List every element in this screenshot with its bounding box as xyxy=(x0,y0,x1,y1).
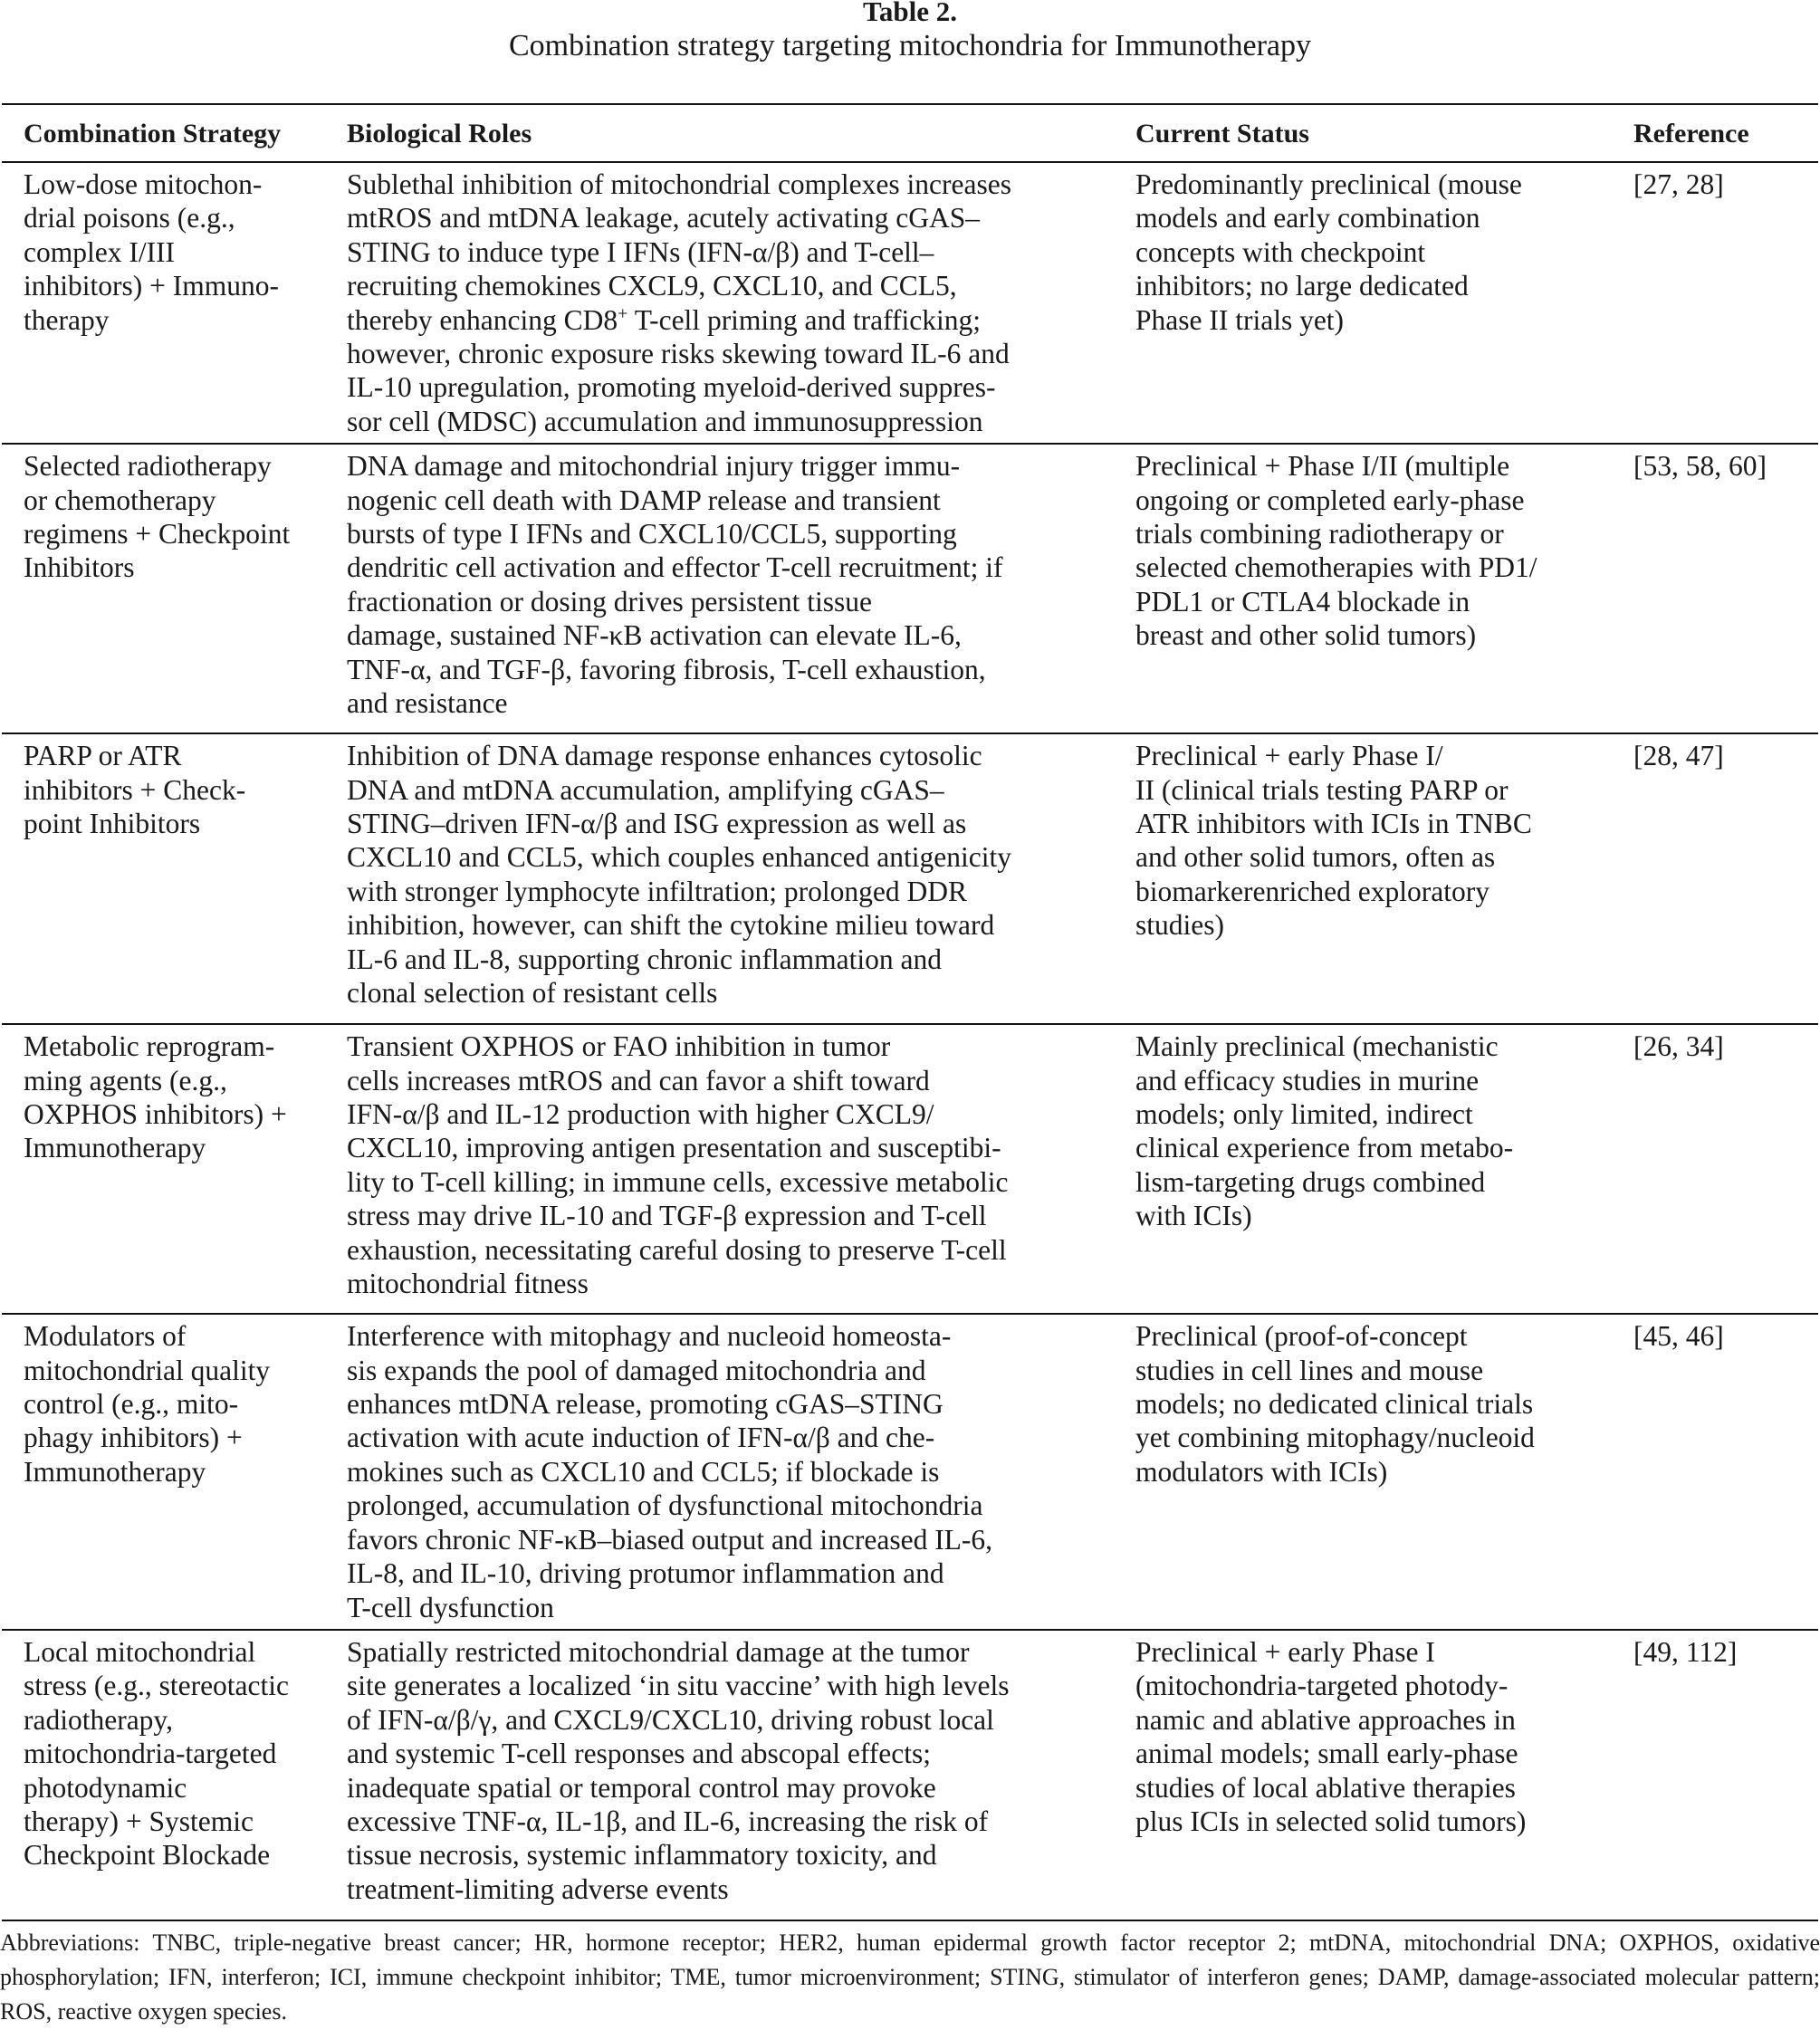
header-strategy: Combination Strategy xyxy=(2,104,347,162)
cell-reference: [27, 28] xyxy=(1633,162,1818,444)
header-roles: Biological Roles xyxy=(347,104,1135,162)
cell-status: Preclinical + Phase I/II (multiple ongoing or completed early-phase trials combining radiotherapy or selected chemotherapies with PD1/ PDL1 or CTLA4 blockade in breast and other solid tumors) xyxy=(1135,444,1633,733)
table-row xyxy=(2,1024,1818,1314)
cell-roles: Interference with mitophagy and nucleoid homeosta- sis expands the pool of damaged mitochondria and enhances mtDNA release, promoting cGAS–STING activation with acute induction of IFN-α/β and che- mokines such as CXCL10 and CCL5; if blockade is prolonged, accumulation of dysfunctional mitochondria favors chronic NF-κB–biased output and increased IL-6, IL-8, and IL-10, driving protumor inflammation and T-cell dysfunction xyxy=(347,1314,1135,1630)
cell-roles: Spatially restricted mitochondrial damage at the tumor site generates a localized ‘in situ vaccine’ with high levels of IFN-α/β/γ, and CXCL9/CXCL10, driving robust local and systemic T-cell responses and abscopal effects; inadequate spatial or temporal control may provoke excessive TNF-α, IL-1β, and IL-6, increasing the risk of tissue necrosis, systemic inflammatory toxicity, and treatment-limiting adverse events xyxy=(347,1630,1135,1920)
cell-reference: [45, 46] xyxy=(1633,1314,1818,1630)
cell-roles: Inhibition of DNA damage response enhances cytosolic DNA and mtDNA accumulation, amplifying cGAS– STING–driven IFN-α/β and ISG expression as well as CXCL10 and CCL5, which couples enhanced antigenicity with stronger lymphocyte infiltration; prolonged DDR inhibition, however, can shift the cytokine milieu toward IL-6 and IL-8, supporting chronic inflammation and clonal selection of resistant cells xyxy=(347,733,1135,1024)
cell-roles: DNA damage and mitochondrial injury trigger immu- nogenic cell death with DAMP release and transient bursts of type I IFNs and CXCL10/CCL5, supporting dendritic cell activation and effector T-cell recruitment; if fractionation or dosing drives persistent tissue damage, sustained NF-κB activation can elevate IL-6, TNF-α, and TGF-β, favoring fibrosis, T-cell exhaustion, and resistance xyxy=(347,444,1135,733)
cell-reference: [28, 47] xyxy=(1633,733,1818,1024)
cell-strategy: Metabolic reprogram- ming agents (e.g., OXPHOS inhibitors) + Immunotherapy xyxy=(2,1024,347,1314)
table-caption: Combination strategy targeting mitochondria for Immunotherapy xyxy=(508,29,1311,62)
cell-status: Mainly preclinical (mechanistic and efficacy studies in murine models; only limited, indirect clinical experience from metabo- lism-targeting drugs combined with ICIs) xyxy=(1135,1024,1633,1314)
table-label: Table 2. xyxy=(863,0,957,27)
cell-roles: Transient OXPHOS or FAO inhibition in tumor cells increases mtROS and can favor a shift toward IFN-α/β and IL-12 production with higher CXCL9/ CXCL10, improving antigen presentation and susceptibi- lity to T-cell killing; in immune cells, excessive metabolic stress may drive IL-10 and TGF-β expression and T-cell exhaustion, necessitating careful dosing to preserve T-cell mitochondrial fitness xyxy=(347,1024,1135,1314)
header-reference: Reference xyxy=(1633,104,1818,162)
cell-reference: [26, 34] xyxy=(1633,1024,1818,1314)
table-row xyxy=(2,733,1818,1024)
table-row xyxy=(2,1630,1818,1920)
superscript-plus: + xyxy=(618,303,628,324)
table-row xyxy=(2,444,1818,733)
cell-status: Preclinical + early Phase I (mitochondria-targeted photody- namic and ablative approaches in animal models; small early-phase studies of local ablative therapies plus ICIs in selected solid tumors) xyxy=(1135,1630,1633,1920)
cell-status: Preclinical (proof-of-concept studies in cell lines and mouse models; no dedicated clinical trials yet combining mitophagy/nucleoid modulators with ICIs) xyxy=(1135,1314,1633,1630)
combination-strategy-table xyxy=(2,103,1818,1921)
header-status: Current Status xyxy=(1135,104,1633,162)
cell-reference: [53, 58, 60] xyxy=(1633,444,1818,733)
cell-strategy: Low-dose mitochon- drial poisons (e.g., complex I/III inhibitors) + Immuno- therapy xyxy=(2,162,347,444)
cell-status: Preclinical + early Phase I/ II (clinical trials testing PARP or ATR inhibitors with ICIs in TNBC and other solid tumors, often as biomarkerenriched exploratory studies) xyxy=(1135,733,1633,1024)
table-row xyxy=(2,162,1818,444)
cell-strategy: PARP or ATR inhibitors + Check- point Inhibitors xyxy=(2,733,347,1024)
abbreviations-footnote: Abbreviations: TNBC, triple-negative breast cancer; HR, hormone receptor; HER2, human epidermal growth factor receptor 2; mtDNA, mitochondrial DNA; OXPHOS, oxidative phosphorylation; IFN, interferon; ICI, immune checkpoint inhibitor; TME, tumor microenvironment; STING, stimulator of interferon genes; DAMP, damage-associated molecular pattern; ROS, reactive oxygen species. xyxy=(0,1929,1820,2025)
roles-text-tail: T-cell priming and trafficking; however, chronic exposure risks skewing toward IL-6 and IL-10 upregulation, promoting myeloid-derived suppres- sor cell (MDSC) accumulation and immunosuppression xyxy=(347,303,1010,437)
table-header-row xyxy=(2,104,1818,162)
roles-text: Sublethal inhibition of mitochondrial complexes increases mtROS and mtDNA leakage, acutely activating cGAS– STING to induce type I IFNs (IFN-α/β) and T-cell– recruiting chemokines CXCL9, CXCL10, and CCL5, thereby enhancing CD8 xyxy=(347,168,1011,336)
cell-reference: [49, 112] xyxy=(1633,1630,1818,1920)
cell-status: Predominantly preclinical (mouse models and early combination concepts with checkpoint inhibitors; no large dedicated Phase II trials yet) xyxy=(1135,162,1633,444)
cell-strategy: Local mitochondrial stress (e.g., stereotactic radiotherapy, mitochondria-targeted photodynamic therapy) + Systemic Checkpoint Blockade xyxy=(2,1630,347,1920)
cell-roles xyxy=(347,162,1135,444)
cell-strategy: Modulators of mitochondrial quality control (e.g., mito- phagy inhibitors) + Immunotherapy xyxy=(2,1314,347,1630)
cell-strategy: Selected radiotherapy or chemotherapy regimens + Checkpoint Inhibitors xyxy=(2,444,347,733)
table-row xyxy=(2,1314,1818,1630)
